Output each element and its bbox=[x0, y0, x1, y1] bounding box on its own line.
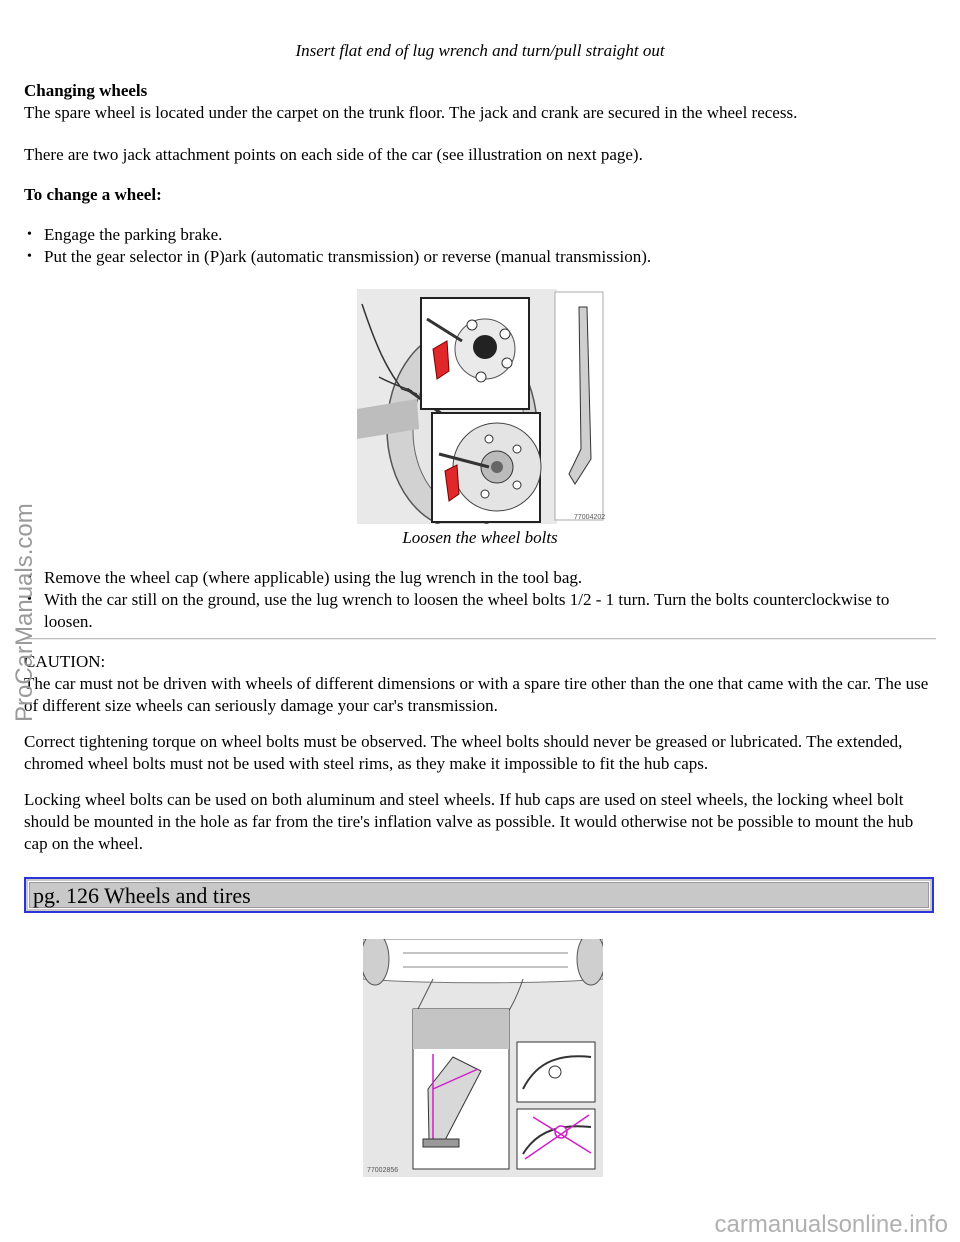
caution-block bbox=[24, 651, 936, 855]
caution-paragraph-2: Correct tightening torque on wheel bolts must be observed. The wheel bolts should never be greased or lubricated. The extended, chromed wheel bolts must not be used with steel rims, as they make it impossible to fit the hub caps. bbox=[24, 732, 903, 773]
caution-divider bbox=[24, 638, 936, 640]
figure-code: 77004202 bbox=[574, 514, 605, 521]
page-content bbox=[24, 80, 936, 268]
page-header-box bbox=[24, 877, 934, 913]
loosen-wheel-bolts-illustration bbox=[357, 289, 605, 524]
jack-points-paragraph: There are two jack attachment points on each side of the car (see illustration on next page). bbox=[24, 145, 643, 164]
list-item: • Put the gear selector in (P)ark (automatic transmission) or reverse (manual transmission). bbox=[24, 246, 936, 268]
caution-paragraph-3: Locking wheel bolts can be used on both aluminum and steel wheels. If hub caps are used on steel wheels, the locking wheel bolt should be mounted in the hole as far from the tire's inflation valve as possible. It would otherwise not be possible to mount the hub cap on the wheel. bbox=[24, 790, 914, 853]
bottom-watermark: carmanualsonline.info bbox=[714, 1211, 948, 1238]
side-watermark: ProCarManuals.com bbox=[11, 503, 38, 722]
figure-code: 77002856 bbox=[367, 1167, 399, 1174]
section-title: Changing wheels bbox=[24, 81, 148, 100]
top-caption: Insert flat end of lug wrench and turn/pull straight out bbox=[295, 41, 665, 60]
caution-heading: CAUTION: bbox=[24, 652, 106, 671]
steps-heading: To change a wheel: bbox=[24, 185, 162, 204]
figure1-caption: Loosen the wheel bolts bbox=[402, 528, 558, 547]
steps2-list bbox=[24, 567, 936, 633]
list-item: • Remove the wheel cap (where applicable) using the lug wrench in the tool bag. bbox=[24, 567, 936, 589]
jack-attachment-illustration bbox=[363, 939, 603, 1177]
page-header-title: pg. 126 Wheels and tires bbox=[28, 881, 930, 909]
list-item: • Engage the parking brake. bbox=[24, 224, 936, 246]
list-item: • With the car still on the ground, use the lug wrench to loosen the wheel bolts 1/2 - 1 turn. Turn the bolts counterclockwise to loosen. bbox=[24, 589, 936, 633]
intro-paragraph: The spare wheel is located under the carpet on the trunk floor. The jack and crank are secured in the wheel recess. bbox=[24, 103, 798, 122]
steps2-block bbox=[24, 567, 936, 633]
caution-paragraph-1: The car must not be driven with wheels of different dimensions or with a spare tire other than the one that came with the car. The use of different size wheels can seriously damage your car's transmission. bbox=[24, 674, 929, 715]
steps-list bbox=[24, 224, 936, 268]
